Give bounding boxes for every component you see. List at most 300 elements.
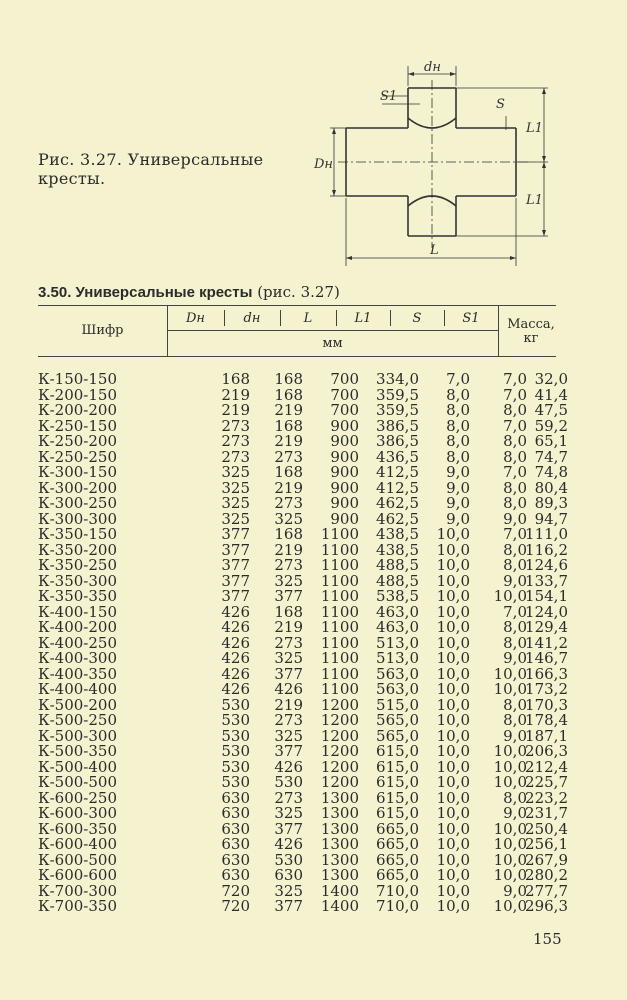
cell-mass: 206,3	[525, 742, 568, 760]
cell-s1: 10,0	[493, 587, 527, 605]
cell-s1: 8,0	[503, 447, 527, 466]
cell-cipher: К-200-200	[38, 401, 118, 419]
page-number: 155	[533, 930, 562, 948]
header-dn-small: dн	[243, 311, 261, 326]
cell-s1: 9,0	[503, 726, 527, 745]
cell-s: 9,0	[446, 478, 470, 497]
cell-cipher: К-600-400	[38, 835, 118, 853]
cell-mass: 146,7	[525, 649, 568, 667]
cell-l1: 615,0	[376, 757, 419, 776]
cell-cipher: К-400-250	[38, 633, 118, 652]
cell-l1: 438,5	[376, 525, 419, 543]
cell-s1: 9,0	[503, 881, 527, 900]
cell-s1: 10,0	[493, 850, 527, 869]
cell-s1: 7,0	[503, 370, 527, 388]
cell-cipher: К-250-250	[38, 447, 118, 466]
cell-dn-small: 377	[274, 819, 303, 838]
cell-mass: 154,1	[525, 587, 568, 605]
cell-l1: 513,0	[376, 633, 419, 652]
cell-dn-big: 273	[221, 416, 250, 435]
cell-dn-big: 426	[221, 649, 250, 667]
table-title-bold: 3.50. Универсальные кресты	[38, 284, 253, 301]
cell-cipher: К-500-250	[38, 711, 118, 729]
cell-dn-big: 530	[221, 757, 250, 776]
table-row	[38, 897, 568, 915]
cell-mass: 80,4	[534, 478, 568, 497]
cell-l: 1100	[320, 556, 359, 574]
cell-l1: 436,5	[376, 447, 419, 466]
cell-s1: 10,0	[493, 835, 527, 853]
label-l: L	[430, 243, 439, 258]
cell-cipher: К-500-200	[38, 695, 118, 714]
cell-l1: 334,0	[376, 370, 419, 388]
cell-l: 1400	[320, 881, 359, 900]
cell-s: 10,0	[436, 540, 470, 559]
cell-cipher: К-250-200	[38, 432, 118, 450]
cell-dn-big: 426	[221, 680, 250, 698]
cell-dn-small: 168	[274, 525, 303, 543]
cell-dn-big: 530	[221, 742, 250, 760]
cell-s: 10,0	[436, 881, 470, 900]
cell-dn-small: 168	[274, 416, 303, 435]
cell-l1: 615,0	[376, 804, 419, 822]
cell-dn-big: 720	[221, 897, 250, 915]
cell-cipher: К-350-350	[38, 587, 118, 605]
cell-mass: 225,7	[525, 773, 568, 791]
cell-dn-small: 325	[274, 881, 303, 900]
units-rule	[167, 330, 498, 331]
cell-dn-big: 168	[221, 370, 250, 388]
cell-dn-big: 325	[221, 478, 250, 497]
cell-cipher: К-500-300	[38, 726, 118, 745]
cell-l1: 438,5	[376, 540, 419, 559]
cell-cipher: К-600-350	[38, 819, 118, 838]
cell-mass: 187,1	[525, 726, 568, 745]
cell-dn-small: 426	[274, 757, 303, 776]
cell-s: 7,0	[446, 370, 470, 388]
cell-dn-small: 325	[274, 804, 303, 822]
cell-cipher: К-400-400	[38, 680, 118, 698]
cell-l1: 710,0	[376, 897, 419, 915]
cell-cipher: К-350-300	[38, 571, 118, 590]
cell-s1: 10,0	[493, 773, 527, 791]
cell-l: 1300	[320, 819, 359, 838]
cell-mass: 170,3	[525, 695, 568, 714]
cell-dn-small: 273	[274, 447, 303, 466]
cell-l: 1200	[320, 757, 359, 776]
cell-dn-small: 530	[274, 850, 303, 869]
cell-dn-small: 273	[274, 633, 303, 652]
cell-l1: 462,5	[376, 509, 419, 528]
cell-dn-big: 530	[221, 711, 250, 729]
cell-l: 700	[330, 385, 359, 404]
cell-l: 1400	[320, 897, 359, 915]
cell-s: 10,0	[436, 835, 470, 853]
cell-l: 1300	[320, 850, 359, 869]
table-body	[38, 370, 568, 915]
cell-s: 8,0	[446, 385, 470, 404]
cell-s: 10,0	[436, 680, 470, 698]
header-mass: Масса, кг	[507, 317, 555, 346]
cell-mass: 256,1	[525, 835, 568, 853]
cell-mass: 173,2	[525, 680, 568, 698]
header-bottom-rule	[38, 356, 556, 357]
cell-s: 10,0	[436, 711, 470, 729]
cell-cipher: К-700-350	[38, 897, 118, 915]
cell-dn-small: 219	[274, 618, 303, 636]
cell-dn-big: 377	[221, 525, 250, 543]
cell-dn-big: 273	[221, 447, 250, 466]
cell-dn-big: 377	[221, 571, 250, 590]
cell-mass: 296,3	[525, 897, 568, 915]
cell-s: 9,0	[446, 509, 470, 528]
cell-s1: 8,0	[503, 401, 527, 419]
cell-l1: 463,0	[376, 618, 419, 636]
label-l1-top: L1	[526, 121, 543, 136]
cell-s1: 8,0	[503, 540, 527, 559]
cell-mass: 124,6	[525, 556, 568, 574]
cell-l: 1100	[320, 618, 359, 636]
cell-s: 8,0	[446, 416, 470, 435]
cell-cipher: К-200-150	[38, 385, 118, 404]
cell-mass: 166,3	[525, 664, 568, 683]
cell-s1: 10,0	[493, 664, 527, 683]
cell-cipher: К-500-400	[38, 757, 118, 776]
cell-l1: 513,0	[376, 649, 419, 667]
cell-cipher: К-500-350	[38, 742, 118, 760]
cell-s1: 10,0	[493, 742, 527, 760]
cell-s: 10,0	[436, 571, 470, 590]
cell-l: 900	[330, 463, 359, 481]
cell-cipher: К-350-150	[38, 525, 118, 543]
cell-l1: 565,0	[376, 726, 419, 745]
cell-s1: 7,0	[503, 602, 527, 621]
cell-l1: 665,0	[376, 819, 419, 838]
cell-mass: 111,0	[525, 525, 568, 543]
cell-l: 900	[330, 478, 359, 497]
cell-s1: 9,0	[503, 571, 527, 590]
cell-dn-big: 720	[221, 881, 250, 900]
cell-l: 1200	[320, 711, 359, 729]
cell-s1: 8,0	[503, 556, 527, 574]
header-top-rule	[38, 305, 556, 306]
cell-dn-small: 325	[274, 726, 303, 745]
cell-l: 1200	[320, 773, 359, 791]
cell-l1: 665,0	[376, 850, 419, 869]
cell-l: 1100	[320, 664, 359, 683]
cell-l: 1300	[320, 835, 359, 853]
label-l1-bottom: L1	[526, 193, 543, 208]
cell-l: 1100	[320, 602, 359, 621]
cell-cipher: К-600-300	[38, 804, 118, 822]
cell-dn-small: 426	[274, 835, 303, 853]
label-dn-big: Dн	[314, 157, 333, 172]
cell-dn-small: 630	[274, 866, 303, 884]
cell-l1: 665,0	[376, 835, 419, 853]
cell-dn-big: 426	[221, 602, 250, 621]
cell-l: 1100	[320, 540, 359, 559]
cell-s1: 7,0	[503, 416, 527, 435]
cell-l1: 563,0	[376, 664, 419, 683]
cell-s: 10,0	[436, 897, 470, 915]
cell-dn-big: 630	[221, 819, 250, 838]
cell-s: 9,0	[446, 463, 470, 481]
cell-dn-small: 377	[274, 742, 303, 760]
cell-dn-small: 325	[274, 649, 303, 667]
label-s: S	[496, 97, 505, 112]
cell-dn-small: 273	[274, 556, 303, 574]
cell-l1: 710,0	[376, 881, 419, 900]
cell-cipher: К-700-300	[38, 881, 118, 900]
cell-dn-small: 325	[274, 571, 303, 590]
cell-mass: 280,2	[525, 866, 568, 884]
cell-dn-big: 630	[221, 788, 250, 807]
cell-mass: 74,7	[534, 447, 568, 466]
cell-s: 8,0	[446, 401, 470, 419]
cell-l: 1100	[320, 587, 359, 605]
cell-mass: 250,4	[525, 819, 568, 838]
cell-l: 900	[330, 494, 359, 512]
figure-caption: Рис. 3.27. Универсальные кресты.	[38, 150, 264, 188]
cell-dn-small: 168	[274, 370, 303, 388]
cell-dn-small: 273	[274, 711, 303, 729]
cell-l: 1200	[320, 726, 359, 745]
cell-dn-big: 426	[221, 633, 250, 652]
cell-dn-small: 377	[274, 587, 303, 605]
cell-l1: 462,5	[376, 494, 419, 512]
cell-l: 1100	[320, 571, 359, 590]
cell-l: 1100	[320, 649, 359, 667]
cell-l1: 565,0	[376, 711, 419, 729]
cell-dn-big: 630	[221, 804, 250, 822]
cell-dn-big: 426	[221, 618, 250, 636]
cell-s: 10,0	[436, 850, 470, 869]
table-title-ref: (рис. 3.27)	[257, 283, 340, 301]
cell-cipher: К-300-150	[38, 463, 118, 481]
cell-mass: 277,7	[525, 881, 568, 900]
cell-mass: 141,2	[525, 633, 568, 652]
cell-s1: 7,0	[503, 525, 527, 543]
cell-l1: 665,0	[376, 866, 419, 884]
cell-dn-big: 219	[221, 401, 250, 419]
cell-dn-small: 168	[274, 602, 303, 621]
cell-l: 1200	[320, 742, 359, 760]
cell-l: 1100	[320, 680, 359, 698]
cell-s1: 7,0	[503, 385, 527, 404]
cell-cipher: К-350-200	[38, 540, 118, 559]
cell-s1: 8,0	[503, 633, 527, 652]
cell-l: 1100	[320, 633, 359, 652]
cell-dn-big: 377	[221, 587, 250, 605]
cell-s1: 10,0	[493, 680, 527, 698]
cell-l1: 615,0	[376, 742, 419, 760]
cell-dn-big: 273	[221, 432, 250, 450]
cell-cipher: К-600-500	[38, 850, 118, 869]
cell-mass: 65,1	[534, 432, 568, 450]
cell-mass: 212,4	[525, 757, 568, 776]
cell-s1: 10,0	[493, 866, 527, 884]
cell-cipher: К-300-200	[38, 478, 118, 497]
cell-s1: 10,0	[493, 757, 527, 776]
cell-mass: 94,7	[534, 509, 568, 528]
cell-l1: 412,5	[376, 478, 419, 497]
cell-dn-small: 325	[274, 509, 303, 528]
cell-s1: 7,0	[503, 463, 527, 481]
cell-l: 900	[330, 416, 359, 435]
cell-s: 9,0	[446, 494, 470, 512]
cell-l1: 615,0	[376, 773, 419, 791]
cell-s: 10,0	[436, 525, 470, 543]
cell-mass: 32,0	[534, 370, 568, 388]
cell-l: 1200	[320, 695, 359, 714]
cell-cipher: К-400-350	[38, 664, 118, 683]
cell-dn-small: 219	[274, 478, 303, 497]
cell-mass: 47,5	[534, 401, 568, 419]
cell-l: 1300	[320, 804, 359, 822]
cell-dn-big: 530	[221, 773, 250, 791]
header-units: мм	[322, 336, 343, 351]
header-s1: S1	[462, 311, 480, 326]
cell-s1: 10,0	[493, 897, 527, 915]
cell-dn-small: 168	[274, 385, 303, 404]
cell-cipher: К-300-300	[38, 509, 118, 528]
cell-l: 700	[330, 401, 359, 419]
cell-mass: 124,0	[525, 602, 568, 621]
cell-l: 1300	[320, 788, 359, 807]
cell-dn-big: 377	[221, 556, 250, 574]
cell-dn-small: 219	[274, 401, 303, 419]
cell-mass: 89,3	[534, 494, 568, 512]
cell-dn-big: 219	[221, 385, 250, 404]
cell-l1: 488,5	[376, 571, 419, 590]
cell-l: 900	[330, 447, 359, 466]
cell-l1: 563,0	[376, 680, 419, 698]
header-s: S	[412, 311, 422, 326]
table-title	[38, 283, 340, 301]
cell-mass: 267,9	[525, 850, 568, 869]
cell-cipher: К-500-500	[38, 773, 118, 791]
cross-fitting-drawing	[308, 58, 558, 268]
header-cipher: Шифр	[81, 323, 124, 338]
cell-dn-small: 273	[274, 494, 303, 512]
cell-l1: 412,5	[376, 463, 419, 481]
cell-s: 10,0	[436, 726, 470, 745]
cell-l: 700	[330, 370, 359, 388]
cell-dn-big: 325	[221, 494, 250, 512]
cell-s: 10,0	[436, 757, 470, 776]
cell-dn-big: 530	[221, 726, 250, 745]
cell-l1: 515,0	[376, 695, 419, 714]
cell-l1: 488,5	[376, 556, 419, 574]
cell-cipher: К-150-150	[38, 370, 118, 388]
cell-s1: 10,0	[493, 819, 527, 838]
cell-l: 900	[330, 432, 359, 450]
cell-dn-big: 377	[221, 540, 250, 559]
cell-mass: 223,2	[525, 788, 568, 807]
cell-dn-big: 325	[221, 509, 250, 528]
cell-dn-small: 530	[274, 773, 303, 791]
cell-dn-small: 219	[274, 540, 303, 559]
cell-l1: 386,5	[376, 432, 419, 450]
cell-l1: 463,0	[376, 602, 419, 621]
header-dn-big: Dн	[186, 311, 205, 326]
label-s1: S1	[380, 89, 398, 104]
cell-s1: 8,0	[503, 788, 527, 807]
cell-s: 10,0	[436, 587, 470, 605]
cell-cipher: К-400-150	[38, 602, 118, 621]
cell-dn-small: 219	[274, 432, 303, 450]
cell-mass: 178,4	[525, 711, 568, 729]
cell-mass: 133,7	[525, 571, 568, 590]
cell-cipher: К-300-250	[38, 494, 118, 512]
header-l1: L1	[354, 311, 372, 326]
label-dn: dн	[424, 60, 441, 75]
cell-dn-small: 377	[274, 664, 303, 683]
cell-l1: 538,5	[376, 587, 419, 605]
cell-dn-small: 219	[274, 695, 303, 714]
cell-l1: 615,0	[376, 788, 419, 807]
cell-l1: 359,5	[376, 401, 419, 419]
cell-dn-small: 377	[274, 897, 303, 915]
cell-l: 900	[330, 509, 359, 528]
cell-s: 10,0	[436, 664, 470, 683]
cell-cipher: К-400-300	[38, 649, 118, 667]
cell-s: 10,0	[436, 618, 470, 636]
cell-s: 10,0	[436, 556, 470, 574]
cell-s: 8,0	[446, 432, 470, 450]
cell-mass: 116,2	[525, 540, 568, 559]
header-divider	[498, 305, 499, 356]
cell-dn-big: 325	[221, 463, 250, 481]
cell-l1: 359,5	[376, 385, 419, 404]
cell-s: 10,0	[436, 866, 470, 884]
cell-cipher: К-600-250	[38, 788, 118, 807]
cell-s: 8,0	[446, 447, 470, 466]
cell-dn-big: 426	[221, 664, 250, 683]
cell-s1: 9,0	[503, 509, 527, 528]
cell-s: 10,0	[436, 804, 470, 822]
cell-dn-big: 630	[221, 866, 250, 884]
cell-s1: 8,0	[503, 711, 527, 729]
cell-dn-small: 273	[274, 788, 303, 807]
cell-mass: 59,2	[534, 416, 568, 435]
cell-cipher: К-350-250	[38, 556, 118, 574]
cell-dn-small: 168	[274, 463, 303, 481]
cell-s: 10,0	[436, 633, 470, 652]
cell-s1: 8,0	[503, 618, 527, 636]
cell-s1: 8,0	[503, 478, 527, 497]
cell-s1: 9,0	[503, 804, 527, 822]
cell-mass: 231,7	[525, 804, 568, 822]
cell-s1: 9,0	[503, 649, 527, 667]
cell-mass: 129,4	[525, 618, 568, 636]
cell-dn-small: 426	[274, 680, 303, 698]
cell-mass: 74,8	[534, 463, 568, 481]
cell-cipher: К-250-150	[38, 416, 118, 435]
cell-s1: 8,0	[503, 432, 527, 450]
cell-dn-big: 530	[221, 695, 250, 714]
cell-s1: 8,0	[503, 695, 527, 714]
cell-dn-big: 630	[221, 835, 250, 853]
cell-cipher: К-600-600	[38, 866, 118, 884]
cell-s: 10,0	[436, 695, 470, 714]
cell-l1: 386,5	[376, 416, 419, 435]
cell-s: 10,0	[436, 819, 470, 838]
cell-s: 10,0	[436, 602, 470, 621]
cell-s1: 8,0	[503, 494, 527, 512]
cell-dn-big: 630	[221, 850, 250, 869]
cell-mass: 41,4	[534, 385, 568, 404]
